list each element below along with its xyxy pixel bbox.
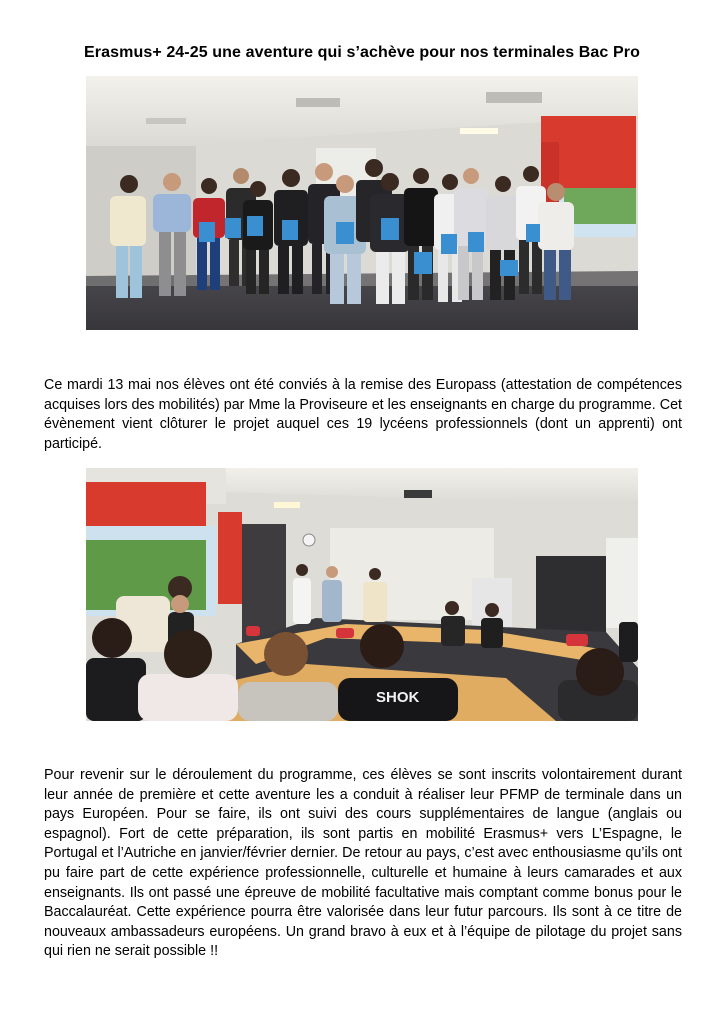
paragraph-program: Pour revenir sur le déroulement du programme, ces élèves se sont inscrits volontairement durant leur année de première et cette aventure les a conduit à réaliser leur PFMP de terminale dans un pays Européen. Pour se faire, ils ont suivi des cours supplémentaires de langue (anglais ou espagnol). Fort de cette préparation, ils sont partis en mobilité Erasmus+ vers L’Espagne, le Portugal et l’Autriche en janvier/février dernier. De retour au pays, c’est avec enthousiasme qu’ils ont pu faire part de cette expérience professionnelle, culturelle et humaine à leurs camarades et aux enseignants. Ils ont passé une épreuve de mobilité facultative mais comptant comme bonus pour le Baccalauréat. Cette expérience pourra être valorisée dans leur futur parcours. Ils sont à ce titre de nouveaux ambassadeurs européens. Un grand bravo à eux et à l’équipe de pilotage du projet sans qui rien ne serait possible !!	[44, 767, 682, 960]
paragraph-intro: Ce mardi 13 mai nos élèves ont été conviés à la remise des Europass (attestation de compétences acquises lors des mobilités) par Mme la Proviseure et les enseignants en charge du programme. Cet évènement vient clôturer le projet auquel ces 19 lycéens professionnels (dont un apprenti) ont participé.	[44, 377, 682, 452]
article-title: Erasmus+ 24-25 une aventure qui s’achève pour nos terminales Bac Pro	[84, 44, 640, 61]
group-photo-illustration	[86, 76, 638, 330]
group-photo	[86, 76, 638, 330]
shirt-print-text: SHOK	[376, 689, 420, 706]
ceremony-photo-illustration	[86, 468, 638, 721]
ceremony-photo	[86, 468, 638, 721]
